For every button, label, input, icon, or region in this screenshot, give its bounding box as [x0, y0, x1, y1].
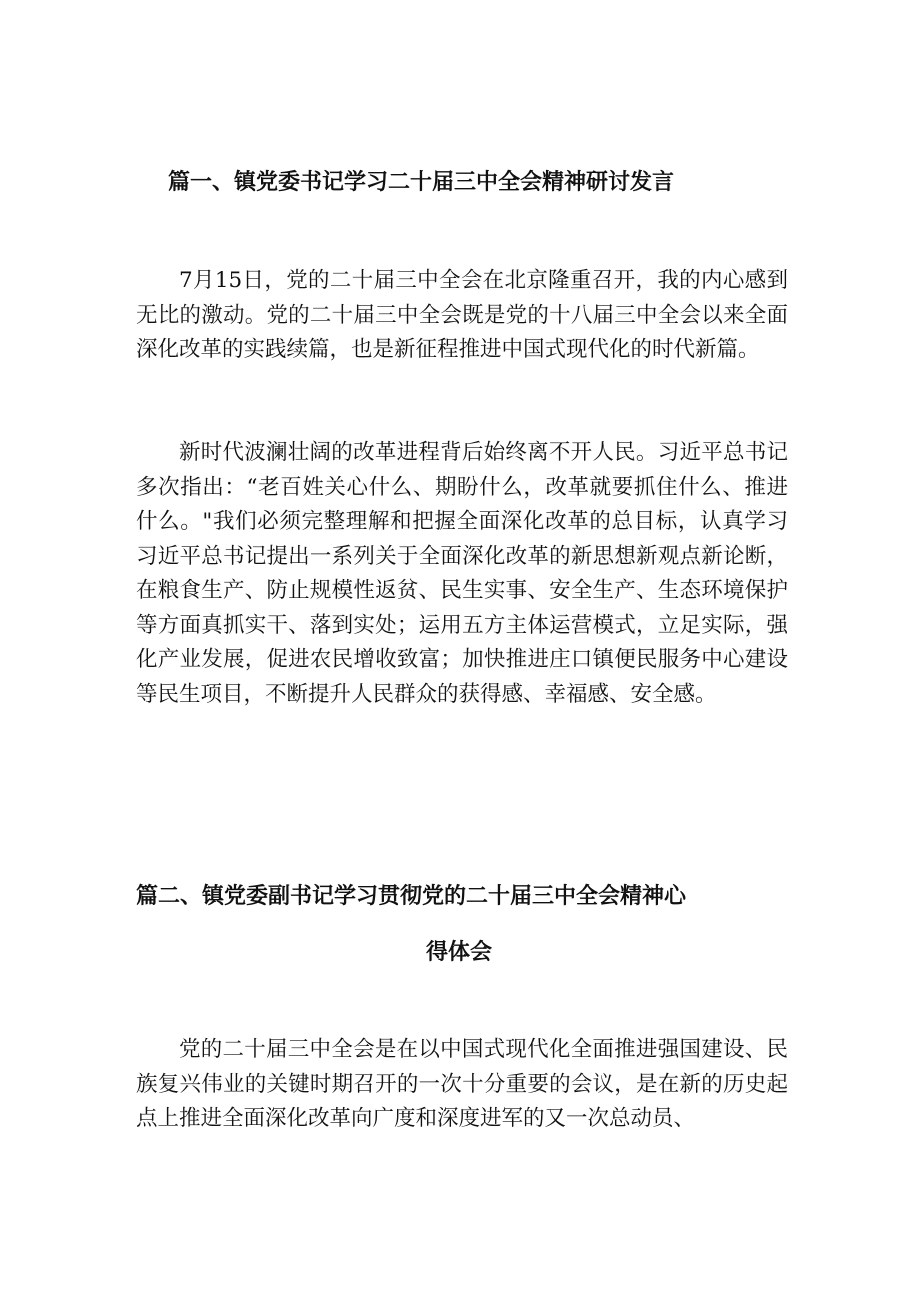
section2-paragraph-1: 党的二十届三中全会是在以中国式现代化全面推进强国建设、民族复兴伟业的关键时期召开的一次十分重要的会议，是在新的历史起点上推进全面深化改革向广度和深度进军的又一次总动员、 [136, 1037, 788, 1131]
section1-paragraph-2: 新时代波澜壮阔的改革进程背后始终离不开人民。习近平总书记多次指出：“老百姓关心什么、期盼什么，改革就要抓住什么、推进什么。"我们必须完整理解和把握全面深化改革的总目标，认真学习习近平总书记提出一系列关于全面深化改革的新思想新观点新论断，在粮食生产、防止规模性返贫、民生实事、安全生产、生态环境保护等方面真抓实干、落到实处；运用五方主体运营模式，立足实际，强化产业发展，促进农民增收致富；加快推进庄口镇便民服务中心建设等民生项目，不断提升人民群众的获得感、幸福感、安全感。 [136, 440, 788, 707]
section2-title-line1: 篇二、镇党委副书记学习贯彻党的二十届三中全会精神心 [136, 884, 687, 909]
section1-paragraph-1: 7月15日，党的二十届三中全会在北京隆重召开，我的内心感到无比的激动。党的二十届三中全会既是党的十八届三中全会以来全面深化改革的实践续篇，也是新征程推进中国式现代化的时代新篇。 [136, 268, 788, 362]
section1-title: 篇一、镇党委书记学习二十届三中全会精神研讨发言 [168, 170, 675, 195]
section2-title-line2: 得体会 [426, 940, 493, 965]
